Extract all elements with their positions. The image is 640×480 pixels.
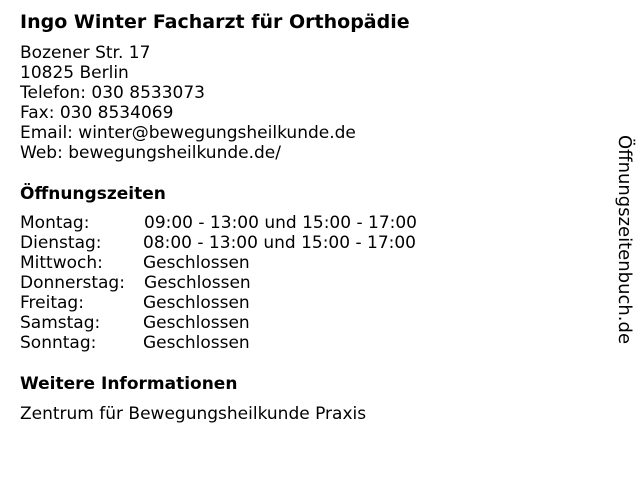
more-info-text: Zentrum für Bewegungsheilkunde Praxis (20, 404, 367, 424)
opening-hours-row (20, 333, 460, 353)
phone-number: Telefon: 030 8533073 (20, 83, 205, 103)
day-label: Mittwoch: (20, 253, 103, 273)
hours-value: Geschlossen (143, 313, 250, 333)
opening-hours-row (20, 273, 460, 293)
day-label: Montag: (20, 213, 90, 233)
day-label: Samstag: (20, 313, 101, 333)
email-address: Email: winter@bewegungsheilkunde.de (20, 123, 356, 143)
opening-hours-row (20, 233, 460, 253)
day-label: Donnerstag: (20, 273, 125, 293)
hours-value: 08:00 - 13:00 und 15:00 - 17:00 (143, 233, 416, 253)
opening-hours-row (20, 313, 460, 333)
business-title: Ingo Winter Facharzt für Orthopädie (20, 11, 410, 33)
address-street: Bozener Str. 17 (20, 43, 151, 63)
opening-hours-heading: Öffnungszeiten (20, 184, 166, 204)
opening-hours-table (20, 213, 460, 353)
website-url: Web: bewegungsheilkunde.de/ (20, 143, 281, 163)
opening-hours-row (20, 213, 460, 233)
hours-value: Geschlossen (143, 253, 250, 273)
brand-watermark: Öffnungszeitenbuch.de (614, 135, 635, 345)
opening-hours-row (20, 253, 460, 273)
opening-hours-row (20, 293, 460, 313)
more-info-heading: Weitere Informationen (20, 374, 238, 394)
fax-number: Fax: 030 8534069 (20, 103, 174, 123)
contact-block (20, 43, 356, 163)
day-label: Sonntag: (20, 333, 97, 353)
address-city: 10825 Berlin (20, 63, 129, 83)
day-label: Dienstag: (20, 233, 102, 253)
hours-value: Geschlossen (143, 293, 250, 313)
day-label: Freitag: (20, 293, 84, 313)
hours-value: 09:00 - 13:00 und 15:00 - 17:00 (144, 213, 417, 233)
hours-value: Geschlossen (143, 333, 250, 353)
hours-value: Geschlossen (144, 273, 251, 293)
